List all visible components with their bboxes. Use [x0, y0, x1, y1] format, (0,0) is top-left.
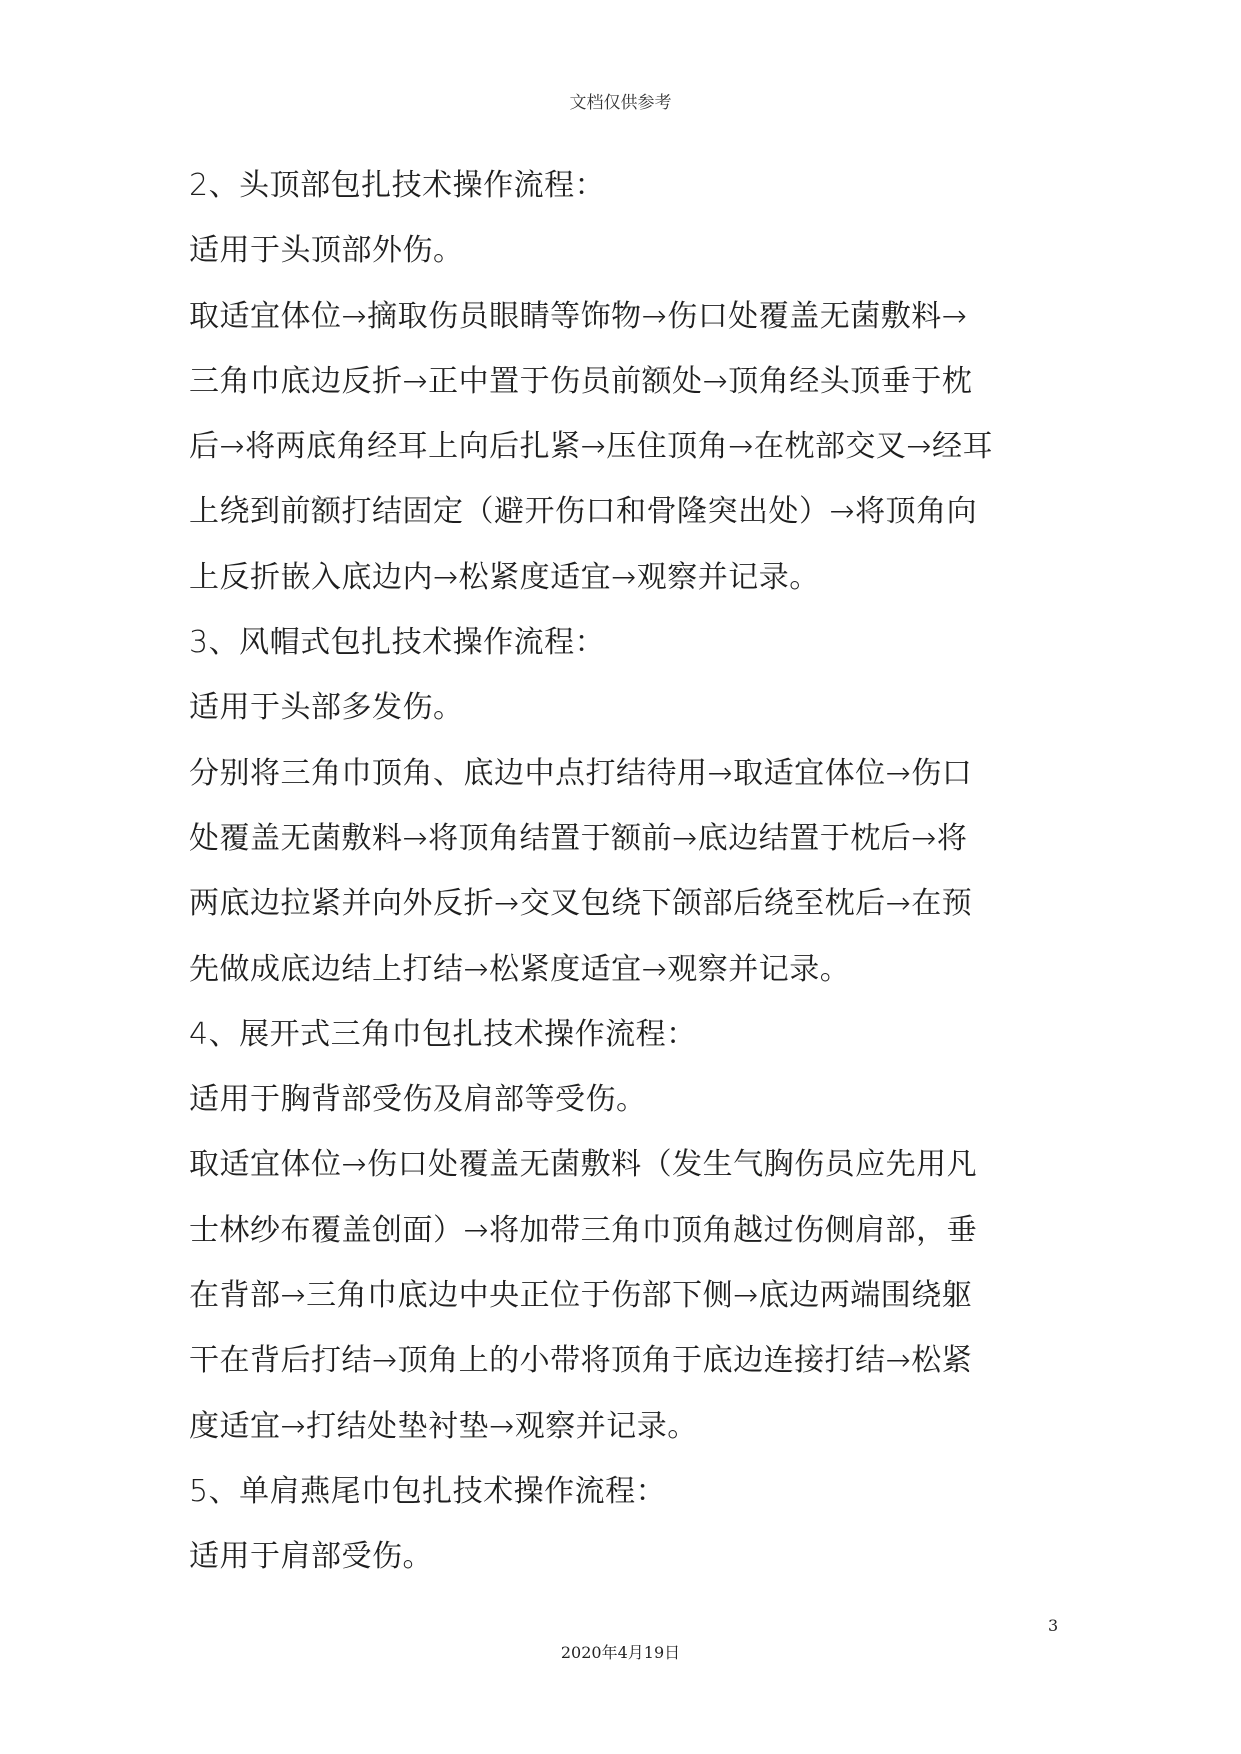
paragraph-line: 先做成底边结上打结→松紧度适宜→观察并记录。 — [189, 951, 851, 987]
section-heading: 4、展开式三角巾包扎技术操作流程： — [189, 1016, 697, 1052]
section-heading: 3、风帽式包扎技术操作流程： — [189, 625, 606, 661]
paragraph-line: 在背部→三角巾底边中央正位于伤部下侧→底边两端围绕躯 — [189, 1278, 973, 1314]
page-number: 3 — [1048, 1616, 1059, 1635]
section-heading: 2、头顶部包扎技术操作流程： — [189, 168, 606, 203]
paragraph-line: 取适宜体位→摘取伤员眼睛等饰物→伤口处覆盖无菌敷料→ — [189, 298, 968, 334]
paragraph-line: 三角巾底边反折→正中置于伤员前额处→顶角经头顶垂于枕 — [189, 363, 973, 399]
section-heading: 5、单肩燕尾巾包扎技术操作流程： — [189, 1473, 667, 1509]
page-header: 文档仅供参考 — [569, 93, 672, 113]
paragraph-line: 适用于头顶部外伤。 — [189, 233, 464, 269]
paragraph-line: 适用于肩部受伤。 — [189, 1539, 433, 1575]
paragraph-line: 士林纱布覆盖创面）→将加带三角巾顶角越过伤侧肩部，垂 — [189, 1212, 978, 1248]
paragraph-line: 适用于头部多发伤。 — [189, 690, 464, 726]
paragraph-line: 干在背后打结→顶角上的小带将顶角于底边连接打结→松紧 — [189, 1343, 973, 1379]
page-footer-date: 2020年4月19日 — [560, 1643, 681, 1662]
paragraph-line: 适用于胸背部受伤及肩部等受伤。 — [189, 1082, 647, 1118]
paragraph-line: 两底边拉紧并向外反折→交叉包绕下颌部后绕至枕后→在预 — [189, 886, 973, 922]
paragraph-line: 上绕到前额打结固定（避开伤口和骨隆突出处）→将顶角向 — [189, 494, 978, 530]
paragraph-line: 分别将三角巾顶角、底边中点打结待用→取适宜体位→伤口 — [189, 755, 973, 791]
paragraph-line: 处覆盖无菌敷料→将顶角结置于额前→底边结置于枕后→将 — [189, 820, 968, 856]
paragraph-line: 上反折嵌入底边内→松紧度适宜→观察并记录。 — [189, 559, 820, 595]
paragraph-line: 取适宜体位→伤口处覆盖无菌敷料（发生气胸伤员应先用凡 — [189, 1147, 978, 1183]
paragraph-line: 后→将两底角经耳上向后扎紧→压住顶角→在枕部交叉→经耳 — [189, 429, 994, 465]
document-body — [189, 153, 1069, 1590]
paragraph-line: 度适宜→打结处垫衬垫→观察并记录。 — [189, 1408, 698, 1444]
